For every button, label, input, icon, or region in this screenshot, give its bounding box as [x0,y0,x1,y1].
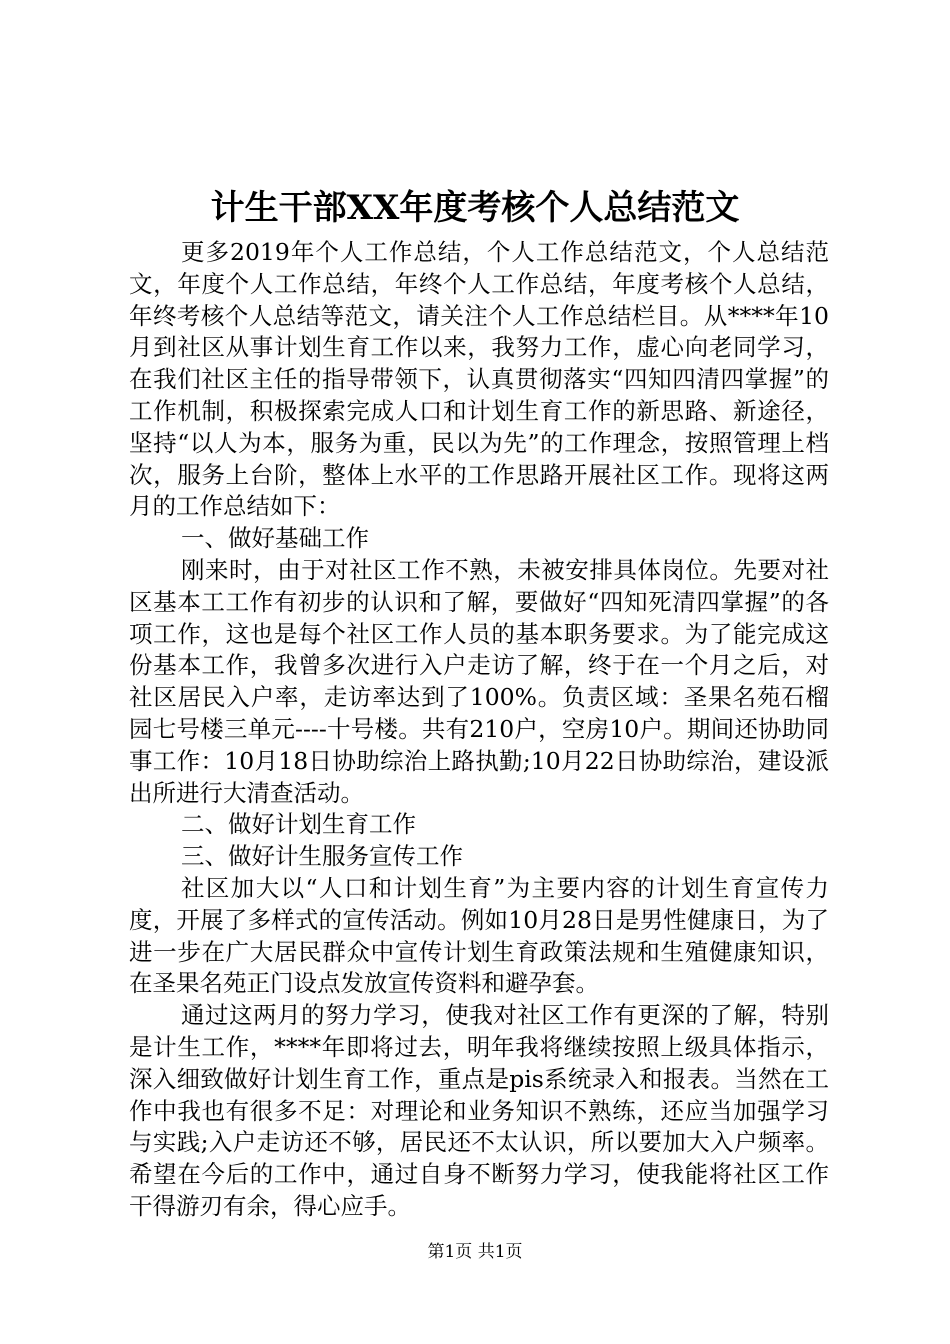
document-body [129,237,829,1223]
section-heading-basic-work: 一、做好基础工作 [181,524,369,553]
page-footer: 第1页 共1页 [427,1242,523,1262]
conclusion-paragraph: 通过这两月的努力学习，使我对社区工作有更深的了解，特别是计生工作，****年即将过去，明年我将继续按照上级具体指示，深入细致做好计划生育工作，重点是pis系统录入和报表。当然在工作中我也有很多不足：对理论和业务知识不熟练，还应当加强学习与实践;入户走访还不够，居民还不太认识，所以要加大入户频率。希望在今后的工作中，通过自身不断努力学习，使我能将社区工作干得游刃有余，得心应手。 [129,1001,829,1220]
document-title: 计生干部XX年度考核个人总结范文 [210,188,740,228]
publicity-paragraph: 社区加大以“人口和计划生育”为主要内容的计划生育宣传力度，开展了多样式的宣传活动。例如10月28日是男性健康日，为了进一步在广大居民群众中宣传计划生育政策法规和生殖健康知识，在圣果名苑正门设点发放宣传资料和避孕套。 [129,873,829,998]
basic-work-paragraph: 刚来时，由于对社区工作不熟，未被安排具体岗位。先要对社区基本工工作有初步的认识和了解，要做好“四知死清四掌握”的各项工作，这也是每个社区工作人员的基本职务要求。为了能完成这份基本工作，我曾多次进行入户走访了解，终于在一个月之后，对社区居民入户率，走访率达到了100%。负责区域：圣果名苑石榴园七号楼三单元----十号楼。共有210户，空房10户。期间还协助同事工作：10月18日协助综治上路执勤;10月22日协助综治，建设派出所进行大清查活动。 [129,555,829,807]
section-heading-family-planning: 二、做好计划生育工作 [181,810,416,839]
section-heading-publicity: 三、做好计生服务宣传工作 [181,842,463,871]
intro-paragraph: 更多2019年个人工作总结，个人工作总结范文，个人总结范文，年度个人工作总结，年终个人工作总结，年度考核个人总结，年终考核个人总结等范文，请关注个人工作总结栏目。从****年10月到社区从事计划生育工作以来，我努力工作，虚心向老同学习，在我们社区主任的指导带领下，认真贯彻落实“四知四清四掌握”的工作机制，积极探索完成人口和计划生育工作的新思路、新途径，坚持“以人为本，服务为重，民以为先”的工作理念，按照管理上档次，服务上台阶，整体上水平的工作思路开展社区工作。现将这两月的工作总结如下： [129,238,829,521]
